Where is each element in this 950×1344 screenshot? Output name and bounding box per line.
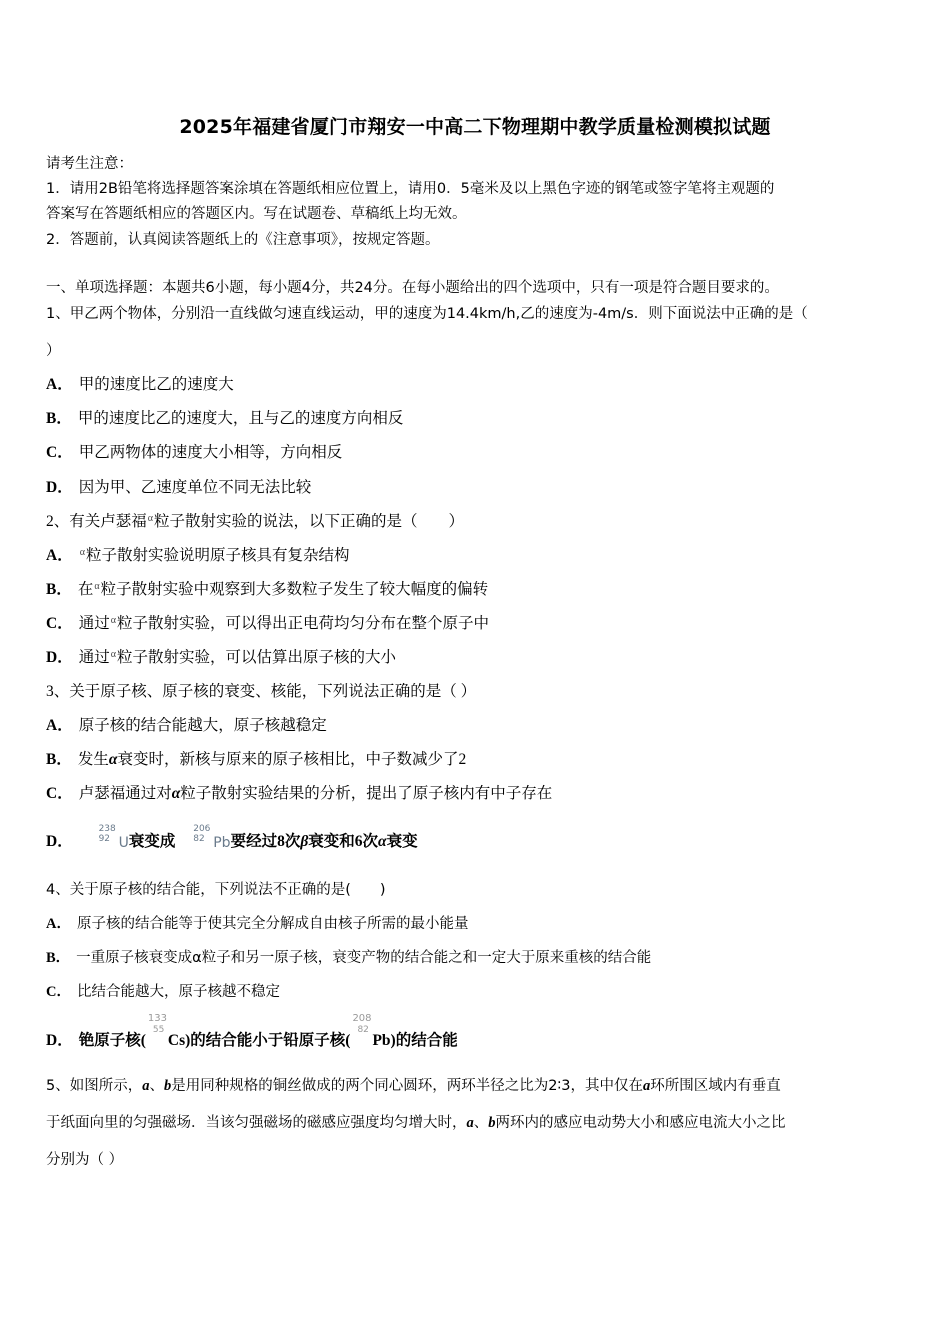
option-text: 原子核的结合能越大，原子核越稳定 [78, 717, 327, 734]
option-label: B． [46, 410, 72, 427]
alpha-symbol: α [171, 785, 181, 802]
question-3-stem: 3、关于原子核、原子核的衰变、核能，下列说法正确的是（ ） [46, 683, 477, 700]
alpha-symbol: α [79, 547, 85, 558]
option-text: 在 [77, 581, 94, 598]
option-text: 衰变成 [128, 833, 176, 850]
mass-number: 238 [98, 824, 116, 835]
variable-a: a [142, 1078, 150, 1094]
question-4-option-a [46, 912, 468, 933]
option-label: C． [46, 785, 73, 802]
alpha-symbol: α [378, 833, 387, 850]
question-2-option-d [46, 645, 396, 667]
question-3-option-b [46, 747, 466, 769]
atomic-number: 55 [152, 1025, 165, 1035]
variable-a: a [642, 1078, 651, 1094]
question-2-option-c [46, 611, 489, 633]
option-text: 甲的速度比乙的速度大，且与乙的速度方向相反 [77, 410, 404, 427]
isotope-cs133 [146, 1013, 168, 1047]
stem-text: 于纸面向里的匀强磁场．当该匀强磁场的磁感应强度均匀增大时， [46, 1115, 467, 1131]
element-symbol: Pb [213, 835, 231, 852]
question-4-stem: 4、关于原子核的结合能，下列说法不正确的是( ) [46, 882, 386, 898]
option-label: B． [46, 751, 72, 768]
option-label: D． [46, 1032, 73, 1049]
option-text: 因为甲、乙速度单位不同无法比较 [78, 479, 312, 496]
option-label: A． [46, 916, 71, 932]
option-text: 衰变 [386, 833, 418, 850]
option-text: 粒子散射实验结果的分析，提出了原子核内有中子存在 [180, 785, 553, 802]
question-2-stem [46, 509, 464, 531]
alpha-symbol: α [110, 615, 116, 626]
question-1-option-d [46, 475, 311, 497]
stem-text: 、 [473, 1115, 489, 1131]
option-label: B． [46, 581, 72, 598]
option-text: 粒子散射实验，可以估算出原子核的大小 [116, 649, 396, 666]
option-text: 铯原子核( [78, 1032, 146, 1049]
option-text: 粒子散射实验中观察到大多数粒子发生了较大幅度的偏转 [100, 581, 489, 598]
option-text: 通过 [78, 615, 110, 632]
notice-item-1-line-2: 答案写在答题纸相应的答题区内。写在试题卷、草稿纸上均无效。 [46, 206, 467, 222]
question-3-option-d [46, 824, 418, 852]
option-label: C． [46, 984, 71, 1000]
section-heading: 一、单项选择题：本题共6小题，每小题4分，共24分。在每小题给出的四个选项中，只有一项是符合题目要求的。 [46, 280, 779, 296]
mass-number: 206 [193, 824, 211, 835]
element-symbol: U [118, 835, 129, 852]
option-text: )的结合能 [390, 1032, 458, 1049]
option-label: C． [46, 444, 73, 461]
beta-symbol: β [300, 833, 309, 850]
option-text: 粒子散射实验说明原子核具有复杂结构 [85, 547, 350, 564]
option-label: A． [46, 547, 73, 564]
stem-text: 两环内的感应电动势大小和感应电流大小之比 [495, 1115, 786, 1131]
stem-text: 5、如图所示， [46, 1078, 143, 1094]
atomic-number: 82 [193, 834, 205, 845]
question-1-option-a [46, 372, 234, 394]
option-text: 粒子散射实验，可以得出正电荷均匀分布在整个原子中 [116, 615, 489, 632]
option-text: 卢瑟福通过对 [78, 785, 172, 802]
question-3-option-a [46, 713, 327, 735]
option-text: 甲乙两物体的速度大小相等，方向相反 [78, 444, 343, 461]
element-symbol: Pb [372, 1032, 391, 1049]
question-1-stem-cont: ） [46, 343, 61, 359]
option-label: A． [46, 717, 73, 734]
option-text: 要经过8次 [230, 833, 301, 850]
stem-text: 2、有关卢瑟福 [46, 513, 147, 530]
stem-text: 是用同种规格的铜丝做成的两个同心圆环，两环半径之比为2∶3，其中仅在 [171, 1078, 643, 1094]
option-text: 通过 [78, 649, 110, 666]
mass-number: 208 [352, 1013, 372, 1024]
option-label: D． [46, 833, 73, 850]
alpha-symbol: α [108, 751, 118, 768]
option-label: D． [46, 649, 73, 666]
atomic-number: 92 [98, 834, 111, 845]
element-symbol: Cs [167, 1032, 186, 1049]
question-1-option-b [46, 406, 403, 428]
variable-a: a [466, 1115, 474, 1131]
question-2-option-a [46, 543, 349, 565]
mass-number: 133 [147, 1013, 167, 1024]
option-text: 一重原子核衰变成α粒子和另一原子核，衰变产物的结合能之和一定大于原来重核的结合能 [76, 950, 652, 966]
question-5-stem-line-3: 分别为（ ） [46, 1152, 124, 1168]
option-text: 原子核的结合能等于使其完全分解成自由核子所需的最小能量 [76, 916, 469, 932]
option-text: 衰变时，新核与原来的原子核相比，中子数减少了2 [117, 751, 467, 768]
option-label: D． [46, 479, 73, 496]
question-4-option-c [46, 980, 280, 1001]
alpha-symbol: α [94, 581, 100, 592]
stem-text: 环所围区域内有垂直 [650, 1078, 781, 1094]
option-text: )的结合能小于铅原子核( [185, 1032, 351, 1049]
variable-b: b [488, 1115, 496, 1131]
option-label: B． [46, 950, 71, 966]
notice-item-1-line-1: 1．请用2B铅笔将选择题答案涂填在答题纸相应位置上，请用0．5毫米及以上黑色字迹的钢笔或签字笔将主观题的 [46, 181, 775, 197]
alpha-symbol: α [110, 649, 116, 660]
option-text: 发生 [77, 751, 109, 768]
stem-text: 粒子散射实验的说法，以下正确的是（ ） [154, 513, 465, 530]
question-4-option-b [46, 946, 651, 967]
question-5-stem-line-2 [46, 1111, 786, 1132]
question-2-option-b [46, 577, 488, 599]
option-text: 甲的速度比乙的速度大 [78, 376, 234, 393]
stem-text: 、 [149, 1078, 164, 1094]
option-label: C． [46, 615, 73, 632]
question-1-option-c [46, 440, 342, 462]
question-4-option-d [46, 1013, 458, 1050]
variable-b: b [163, 1078, 172, 1094]
option-text: 衰变和6次 [308, 833, 379, 850]
option-label: A． [46, 376, 73, 393]
question-3-option-c [46, 781, 552, 803]
notice-heading: 请考生注意： [46, 156, 133, 172]
page-title: 2025年福建省厦门市翔安一中高二下物理期中教学质量检测模拟试题 [179, 116, 771, 138]
question-5-stem-line-1 [46, 1074, 781, 1095]
notice-item-2: 2．答题前，认真阅读答题纸上的《注意事项》，按规定答题。 [46, 232, 440, 248]
alpha-symbol: α [147, 513, 154, 524]
isotope-pb208 [350, 1013, 372, 1047]
option-text: 比结合能越大，原子核越不稳定 [76, 984, 280, 1000]
isotope-pb206 [193, 824, 231, 852]
atomic-number: 82 [357, 1025, 369, 1035]
question-1-stem: 1、甲乙两个物体，分别沿一直线做匀速直线运动，甲的速度为14.4km/h,乙的速度为-4m/s．则下面说法中正确的是（ [46, 306, 808, 322]
isotope-u238 [98, 824, 129, 852]
